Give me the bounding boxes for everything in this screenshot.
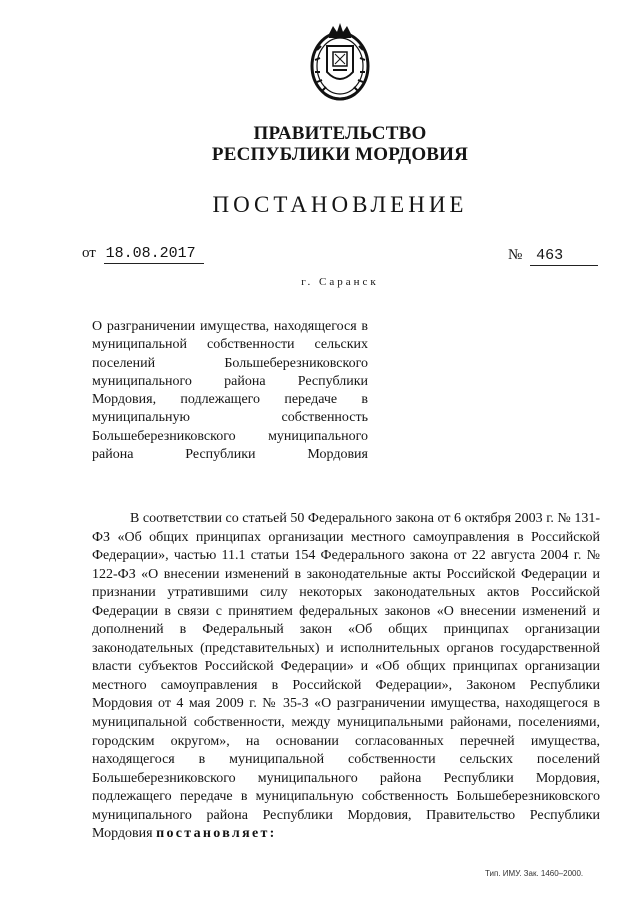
print-note: Тип. ИМУ. Зак. 1460–2000. [485, 869, 584, 878]
government-name-line2: РЕСПУБЛИКИ МОРДОВИЯ [211, 144, 469, 165]
resolves-word: постановляет: [156, 826, 277, 842]
city-label: г. Саранск [301, 276, 379, 288]
number-row [508, 246, 598, 266]
number-prefix: № [508, 247, 523, 263]
document-number: 463 [530, 247, 598, 266]
preamble-paragraph [92, 510, 600, 844]
date-row [82, 244, 204, 264]
document-date: 18.08.2017 [104, 245, 204, 264]
document-subject: О разграничении имущества, находящегося в муниципальной собственности сельских поселений Большеберезниковского муниципального района Республики Мордовия, подлежащего передаче в муниципальную собственность Большеберезниковского муниципального района Республики Мордовия [92, 319, 368, 463]
document-type-title: ПОСТАНОВЛЕНИЕ [212, 192, 468, 217]
date-prefix: от [82, 245, 96, 261]
government-name-line1: ПРАВИТЕЛЬСТВО [253, 123, 427, 144]
coat-of-arms-emblem [307, 20, 373, 106]
preamble-text: В соответствии со статьей 50 Федерального закона от 6 октября 2003 г. № 131-ФЗ «Об общих принципах организации местного самоуправления в Российской Федерации», частью 11.1 статьи 154 Федерального закона от 22 августа 2004 г. № 122-ФЗ «О внесении изменений в законодательные акты Российской Федерации и признании утратившими силу некоторых законодательных актов Российской Федерации в связи с принятием федеральных законов «О внесении изменений и дополнений в Федеральный закон «Об общих принципах организации законодательных (представительных) и исполнительных органов государственной власти субъектов Российской Федерации» и «Об общих принципах организации местного самоуправления в Российской Федерации», Законом Республики Мордовия от 4 мая 2009 г. № 35-З «О разграничении имущества, находящегося в муниципальной собственности, между муниципальными районами, поселениями, городским округом», на основании согласованных перечней имущества, находящегося в муниципальной собственности сельских поселений Большеберезниковского муниципального района Республики Мордовия, подлежащего передаче в муниципальную собственность Большеберезниковского муниципального района Республики Мордовия, Правительство Республики Мордовия [92, 511, 600, 842]
